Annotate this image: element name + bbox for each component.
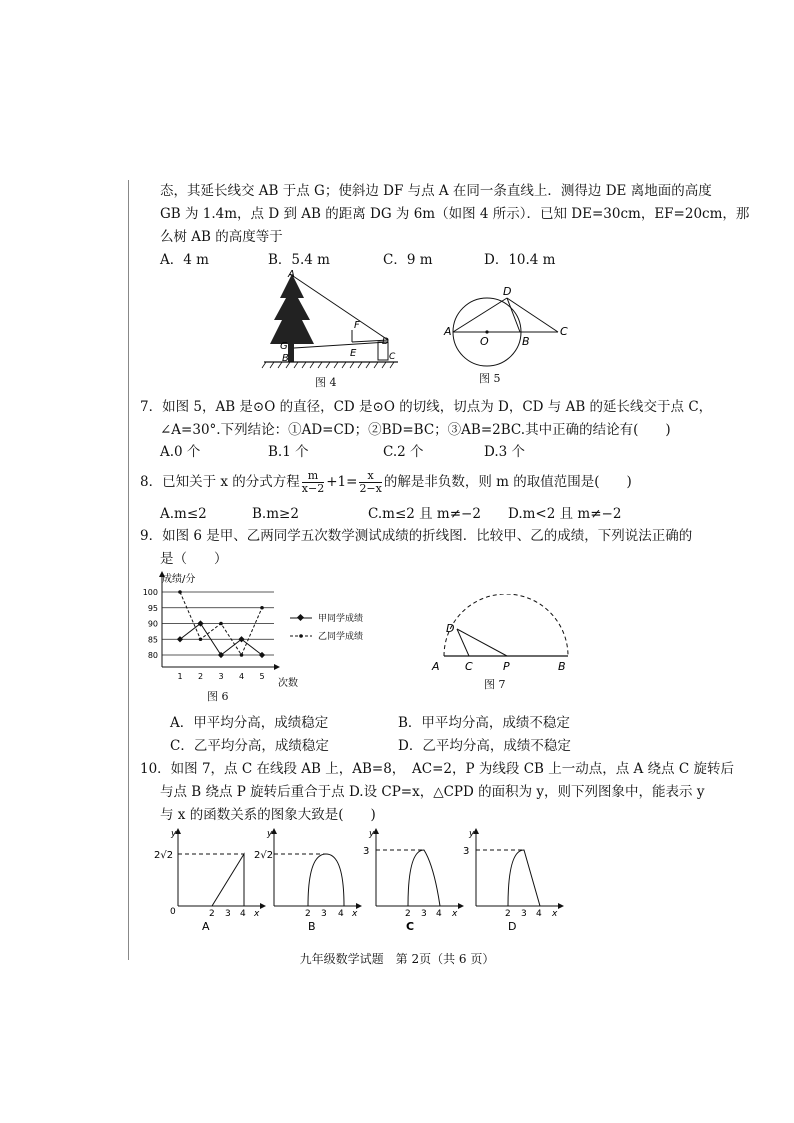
q6-line1: 态，其延长线交 AB 于点 G；使斜边 DF 与点 A 在同一条直线上．测得边 DE 离地面的高度 [160, 183, 712, 199]
q6-option-c: C．9 m [383, 252, 433, 268]
figure-4 [260, 268, 400, 372]
q10-line3: 与 x 的函数关系的图象大致是( ) [160, 807, 376, 823]
tick-2: 2 [405, 909, 411, 919]
q8-option-b: B.m≥2 [252, 506, 299, 522]
label-P: P [503, 660, 510, 673]
legend-a-marker [297, 614, 304, 621]
page-footer: 九年级数学试题 第 2页（共 6 页） [299, 952, 495, 966]
binding-margin-line [128, 180, 129, 960]
chart-x-axis-label: 次数 [278, 678, 298, 689]
axis-y: y [369, 829, 375, 839]
tick-4: 4 [338, 909, 344, 919]
tick-4: 4 [536, 909, 542, 919]
y-mark: 3 [463, 846, 470, 857]
graph-label: B [308, 920, 316, 933]
q8-fraction-2 [359, 470, 381, 495]
axis-y: y [171, 829, 177, 839]
q7-option-d: D.3 个 [484, 444, 526, 460]
q8-suffix: 的解是非负数，则 m 的取值范围是( ) [383, 474, 632, 490]
legend-b-marker [299, 634, 303, 638]
q8-fraction-1 [302, 470, 324, 495]
q7-option-a: A.0 个 [160, 444, 201, 460]
graph-label: A [202, 920, 210, 933]
tick-3: 3 [321, 909, 327, 919]
label-C: C [389, 352, 396, 362]
q8-middle: +1= [326, 474, 358, 490]
q6-option-b: B．5.4 m [268, 252, 330, 268]
chart-point-series-2 [260, 606, 264, 610]
graph-d [463, 828, 564, 933]
chart-x-tick-label: 4 [238, 672, 245, 681]
tick-2: 2 [505, 909, 511, 919]
q8-frac2-denominator: 2−x [359, 482, 382, 495]
figure-6-caption: 图 6 [207, 690, 229, 703]
q7-option-c: C.2 个 [383, 444, 424, 460]
chart-y-tick-label: 80 [147, 651, 158, 660]
label-C: C [465, 660, 473, 673]
q10-line1: 10．如图 7，点 C 在线段 AB 上，AB=8， AC=2，P 为线段 CB 上一动点，点 A 绕点 C 旋转后 [140, 761, 734, 777]
chart-point-series-2 [178, 590, 182, 594]
q8-stem [140, 468, 632, 496]
y-mark: 2√2 [154, 850, 174, 861]
chart-x-tick-label: 1 [177, 672, 183, 681]
axis-x: x [552, 909, 558, 919]
q7-line2: ∠A=30°.下列结论：①AD=CD；②BD=BC；③AB=2BC.其中正确的结论有( ) [160, 422, 671, 438]
tick-4: 4 [240, 909, 246, 919]
chart-point-series-2 [199, 637, 203, 641]
chart-point-series-2 [219, 622, 223, 626]
q8-frac1-denominator: x−2 [301, 482, 325, 495]
label-A: A [432, 660, 440, 673]
graph-a [154, 828, 266, 933]
axis-y: y [469, 829, 475, 839]
tree-illustration [270, 274, 314, 362]
chart-y-tick-label: 90 [147, 619, 158, 629]
figure-7-caption: 图 7 [484, 678, 506, 691]
graph-c [363, 828, 464, 933]
y-mark: 3 [363, 846, 370, 857]
label-D: D [382, 337, 389, 347]
q8-frac1-numerator: m [302, 470, 324, 483]
tick-3: 3 [521, 909, 527, 919]
chart-x-tick-label: 3 [218, 672, 224, 681]
tick-2: 2 [305, 909, 311, 919]
chart-point-series-2 [240, 653, 244, 657]
label-C: C [560, 325, 568, 338]
q8-option-d: D.m<2 且 m≠−2 [508, 506, 622, 522]
figure-4-caption: 图 4 [315, 376, 337, 389]
label-A: A [288, 269, 295, 280]
q9-option-d: D．乙平均分高，成绩不稳定 [398, 738, 571, 754]
chart-y-tick-label: 95 [147, 603, 158, 613]
axis-x: x [254, 909, 260, 919]
q10-line2: 与点 B 绕点 P 旋转后重合于点 D.设 CP=x，△CPD 的面积为 y，则下列图象中，能表示 y [160, 784, 705, 800]
q9-option-c: C．乙平均分高，成绩稳定 [170, 738, 329, 754]
q9-line1: 9．如图 6 是甲、乙两同学五次数学测试成绩的折线图．比较甲、乙的成绩，下列说法正确的 [140, 528, 693, 544]
tick-3: 3 [225, 909, 231, 919]
chart-x-tick-label: 5 [259, 672, 265, 681]
label-G: G [280, 341, 288, 352]
q6-option-a: A．4 m [160, 252, 209, 268]
figure-5-caption: 图 5 [479, 372, 501, 385]
q8-option-a: A.m≤2 [160, 506, 207, 522]
q6-option-d: D．10.4 m [484, 252, 556, 268]
label-O: O [480, 335, 489, 348]
legend-a-label: 甲同学成绩 [318, 614, 364, 624]
chart-y-axis-label: 成绩/分 [162, 574, 196, 585]
q8-prefix: 8．已知关于 x 的分式方程 [140, 474, 300, 490]
chart-y-tick-label: 100 [142, 588, 158, 597]
chart-y-tick-label: 85 [147, 635, 158, 645]
tick-3: 3 [421, 909, 427, 919]
tick-2: 2 [209, 909, 215, 919]
graph-b [254, 828, 362, 933]
q8-option-c: C.m≤2 且 m≠−2 [368, 506, 481, 522]
label-D: D [446, 622, 455, 635]
label-E: E [350, 348, 357, 359]
graph-label: D [508, 920, 517, 933]
axis-y: y [267, 829, 273, 839]
axis-x: x [352, 909, 358, 919]
q6-line3: 么树 AB 的高度等于 [160, 229, 283, 245]
chart-x-tick-label: 2 [197, 672, 204, 681]
label-B: B [282, 353, 289, 364]
axis-x: x [452, 909, 458, 919]
graph-label: C [406, 920, 415, 933]
label-F: F [354, 320, 360, 331]
label-A: A [444, 325, 452, 338]
figure-7 [424, 594, 574, 678]
figure-6-chart [140, 570, 410, 700]
origin: 0 [170, 907, 176, 917]
q9-option-a: A．甲平均分高，成绩稳定 [170, 715, 329, 731]
q7-line1: 7．如图 5，AB 是⊙O 的直径，CD 是⊙O 的切线，切点为 D，CD 与 AB 的延长线交于点 C， [140, 399, 713, 415]
q10-graph-options [150, 826, 570, 936]
tick-4: 4 [436, 909, 442, 919]
q7-option-b: B.1 个 [268, 444, 309, 460]
label-B: B [558, 660, 566, 673]
q9-line2: 是（ ） [160, 551, 228, 567]
chart-plot-area [143, 571, 280, 681]
legend-b-label: 乙同学成绩 [318, 632, 364, 642]
q8-frac2-numerator: x [359, 470, 381, 483]
y-mark: 2√2 [254, 850, 274, 861]
label-D: D [503, 285, 512, 298]
figure-5 [440, 282, 580, 378]
chart-x-axis-arrow [274, 664, 280, 670]
label-B: B [522, 335, 530, 348]
q9-option-b: B．甲平均分高，成绩不稳定 [398, 715, 570, 731]
q6-line2: GB 为 1.4m，点 D 到 AB 的距离 DG 为 6m（如图 4 所示）．已知 DE=30cm，EF=20cm，那 [160, 206, 750, 222]
